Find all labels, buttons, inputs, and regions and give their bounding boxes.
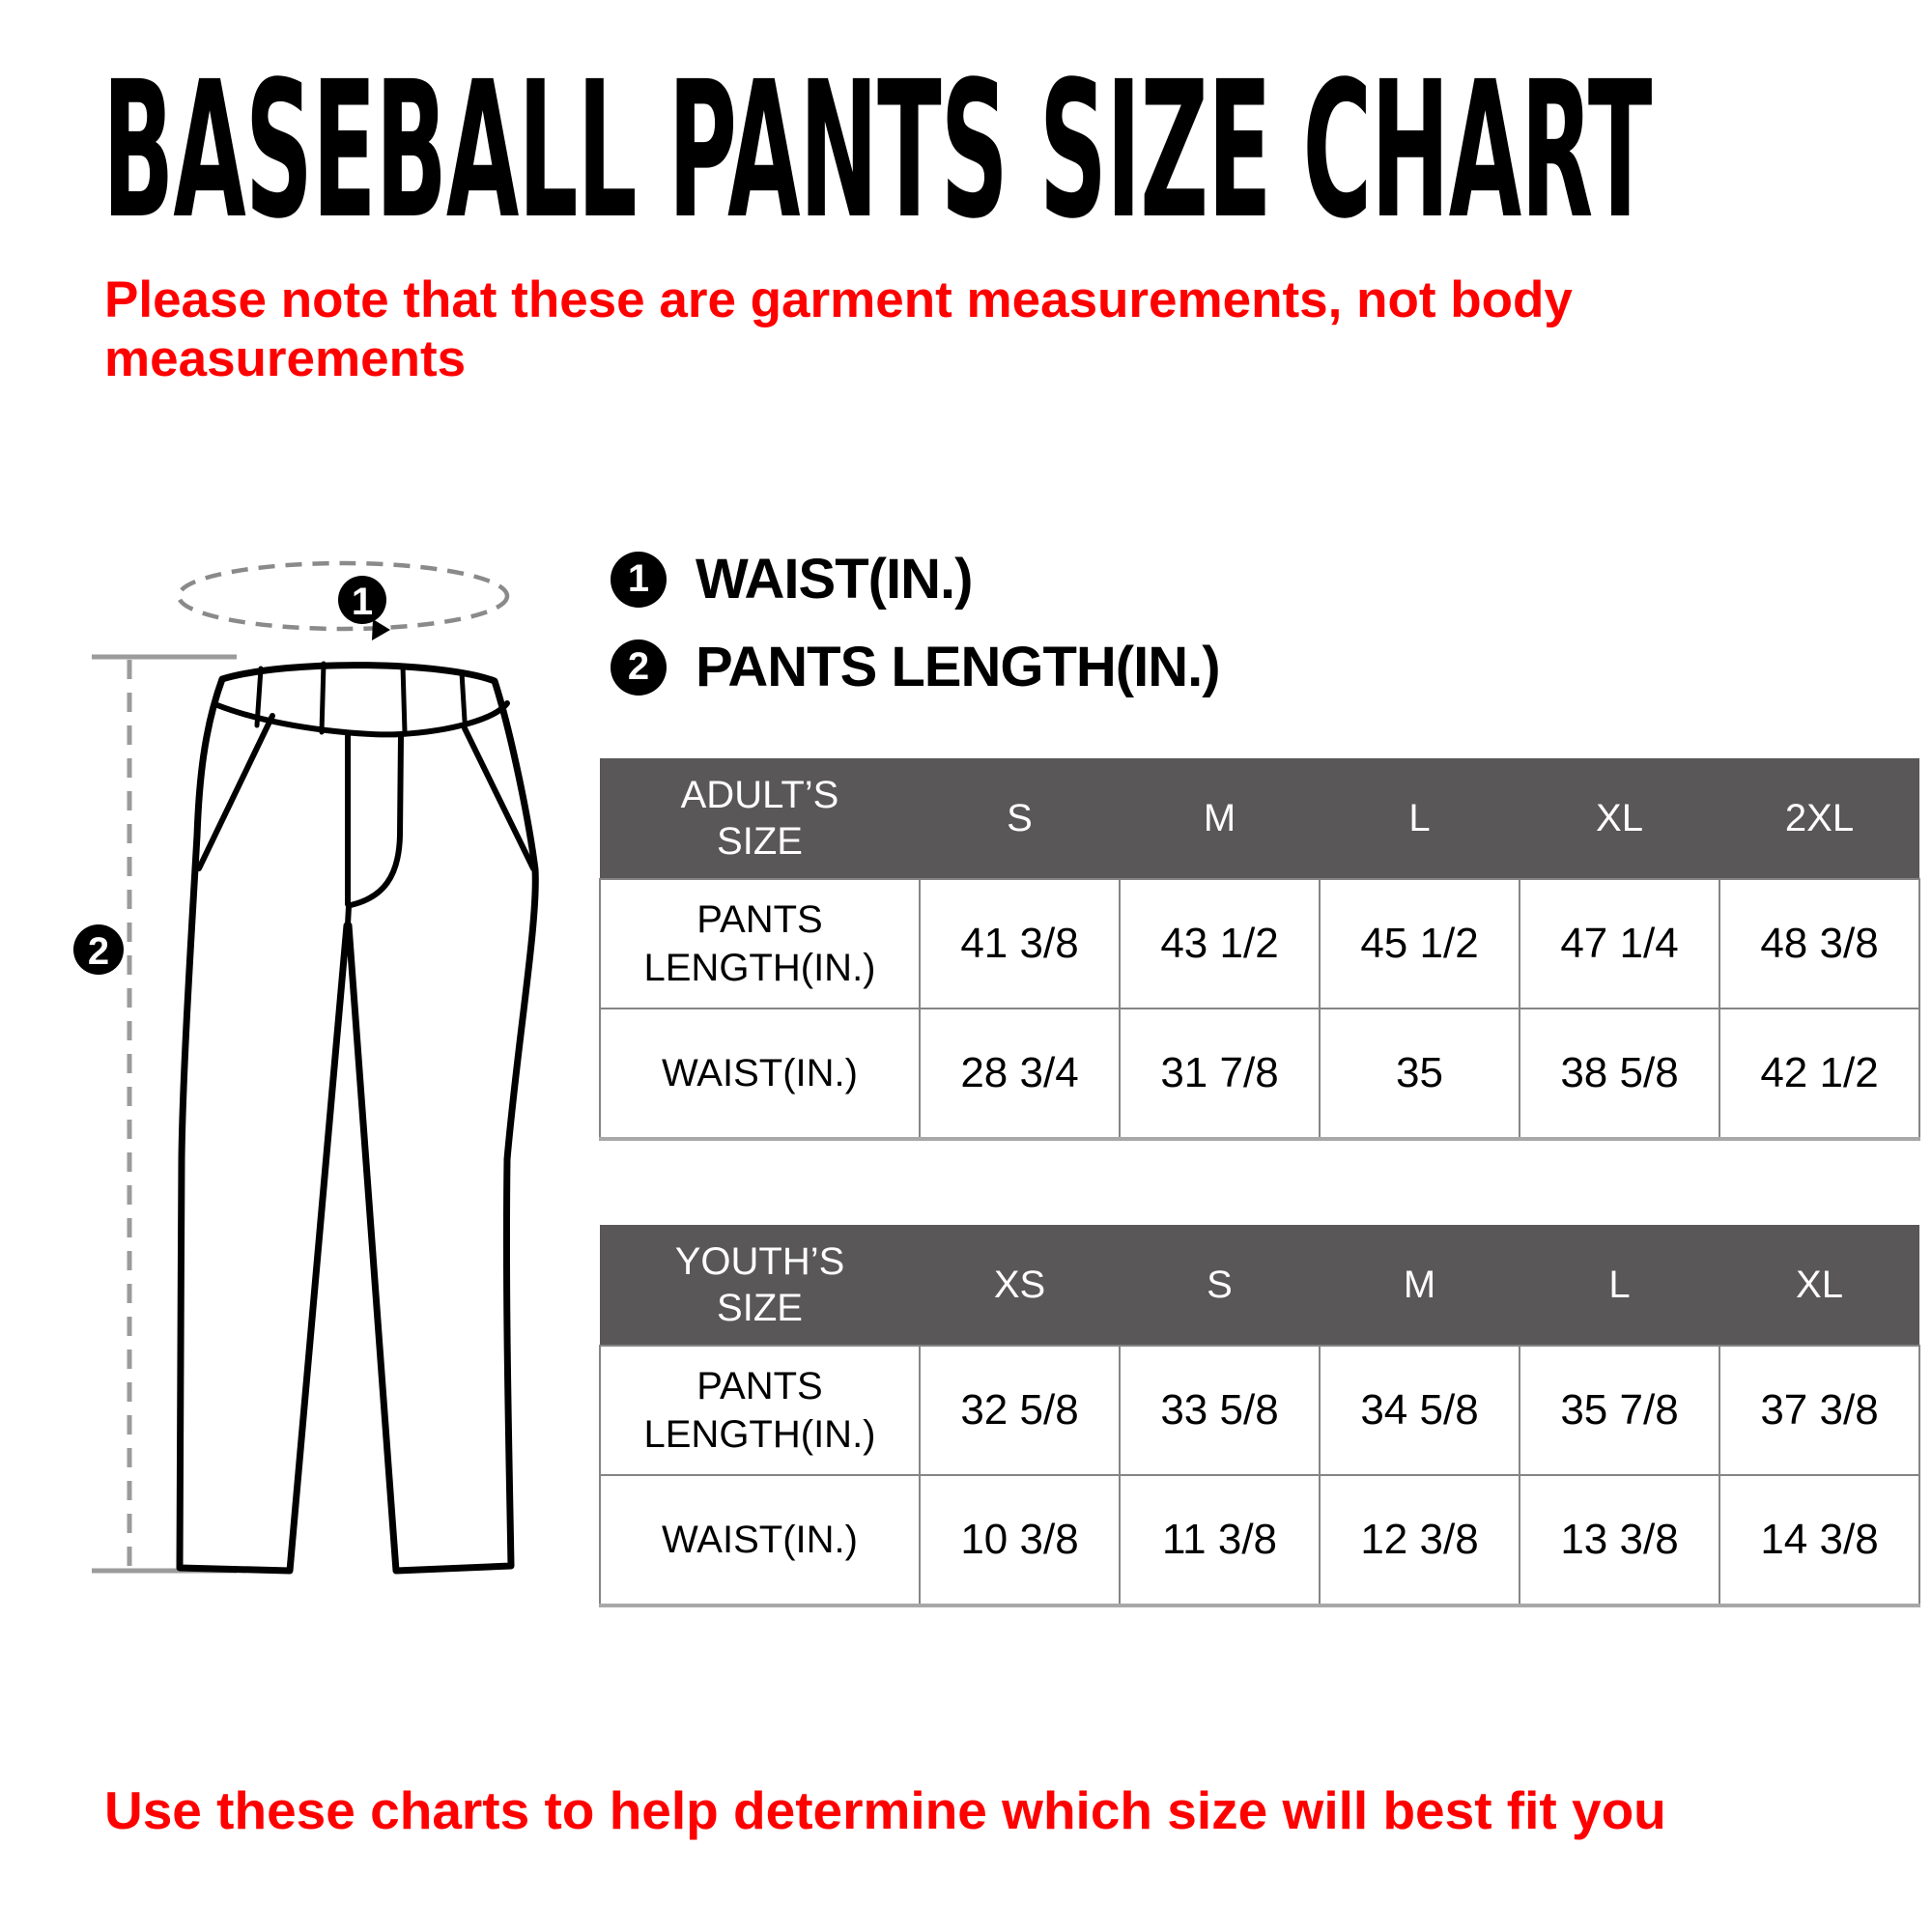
row-label: WAIST(IN.) [600, 1475, 920, 1605]
size-value-cell: 45 1/2 [1320, 879, 1520, 1009]
pants-diagram [58, 536, 599, 1623]
row-label: PANTS LENGTH(IN.) [600, 1346, 920, 1475]
size-value-cell: 33 5/8 [1120, 1346, 1320, 1475]
marker-1-number: 1 [351, 581, 374, 623]
youth-table-title: YOUTH’S SIZE [674, 1240, 845, 1329]
size-value-cell: 28 3/4 [920, 1009, 1120, 1139]
column-header-l: L [1520, 1225, 1719, 1346]
size-value-cell: 32 5/8 [920, 1346, 1120, 1475]
size-value-cell: 34 5/8 [1320, 1346, 1520, 1475]
column-header-xl: XL [1719, 1225, 1919, 1346]
garment-measurement-note: Please note that these are garment measurements, not body measurements [104, 271, 1573, 388]
adults-size-table [599, 758, 1920, 1141]
table-row-waist [600, 1009, 1919, 1139]
size-value-cell: 48 3/8 [1719, 879, 1919, 1009]
row-label: WAIST(IN.) [600, 1009, 920, 1139]
marker-1-icon: 1 [611, 552, 667, 608]
column-header-m: M [1120, 758, 1320, 879]
youth-table-title-cell [600, 1225, 920, 1346]
table-row-waist [600, 1475, 1919, 1605]
size-value-cell: 38 5/8 [1520, 1009, 1719, 1139]
fit-advice-note: Use these charts to help determine which size will best fit you [104, 1780, 1666, 1840]
row-label: PANTS LENGTH(IN.) [600, 879, 920, 1009]
size-value-cell: 47 1/4 [1520, 879, 1719, 1009]
waist-arrow-icon [372, 619, 390, 640]
adults-header-row [600, 758, 1919, 879]
belt-loop [403, 666, 405, 732]
column-header-s: S [920, 758, 1120, 879]
size-value-cell: 11 3/8 [1120, 1475, 1320, 1605]
size-value-cell: 37 3/8 [1719, 1346, 1919, 1475]
youth-header-row [600, 1225, 1919, 1346]
size-value-cell: 41 3/8 [920, 879, 1120, 1009]
size-value-cell: 10 3/8 [920, 1475, 1120, 1605]
column-header-l: L [1320, 758, 1520, 879]
size-value-cell: 43 1/2 [1120, 879, 1320, 1009]
size-value-cell: 35 7/8 [1520, 1346, 1719, 1475]
table-row-pants-length [600, 1346, 1919, 1475]
legend-label-pants-length: PANTS LENGTH(IN.) [696, 636, 1220, 698]
legend-item-waist [611, 547, 1220, 611]
size-value-cell: 12 3/8 [1320, 1475, 1520, 1605]
column-header-xs: XS [920, 1225, 1120, 1346]
marker-2-icon: 2 [611, 639, 667, 696]
belt-loop [322, 664, 324, 732]
page-title: BASEBALL PANTS SIZE CHART [102, 41, 1652, 260]
legend-item-pants-length [611, 635, 1220, 699]
column-header-m: M [1320, 1225, 1520, 1346]
size-value-cell: 31 7/8 [1120, 1009, 1320, 1139]
adults-table-title-cell [600, 758, 920, 879]
marker-2-badge [73, 924, 124, 975]
belt-loop [462, 672, 465, 721]
size-value-cell: 13 3/8 [1520, 1475, 1719, 1605]
size-value-cell: 35 [1320, 1009, 1520, 1139]
legend-label-waist: WAIST(IN.) [696, 548, 973, 611]
marker-2-number: 2 [87, 930, 110, 973]
size-value-cell: 14 3/8 [1719, 1475, 1919, 1605]
adults-table-title: ADULT’S SIZE [680, 774, 839, 863]
column-header-s: S [1120, 1225, 1320, 1346]
column-header-2xl: 2XL [1719, 758, 1919, 879]
marker-1-badge [338, 576, 386, 624]
measure-legend [611, 547, 1220, 723]
column-header-xl: XL [1520, 758, 1719, 879]
youth-size-table [599, 1225, 1920, 1607]
table-row-pants-length [600, 879, 1919, 1009]
crotch-seam [348, 906, 349, 924]
size-value-cell: 42 1/2 [1719, 1009, 1919, 1139]
